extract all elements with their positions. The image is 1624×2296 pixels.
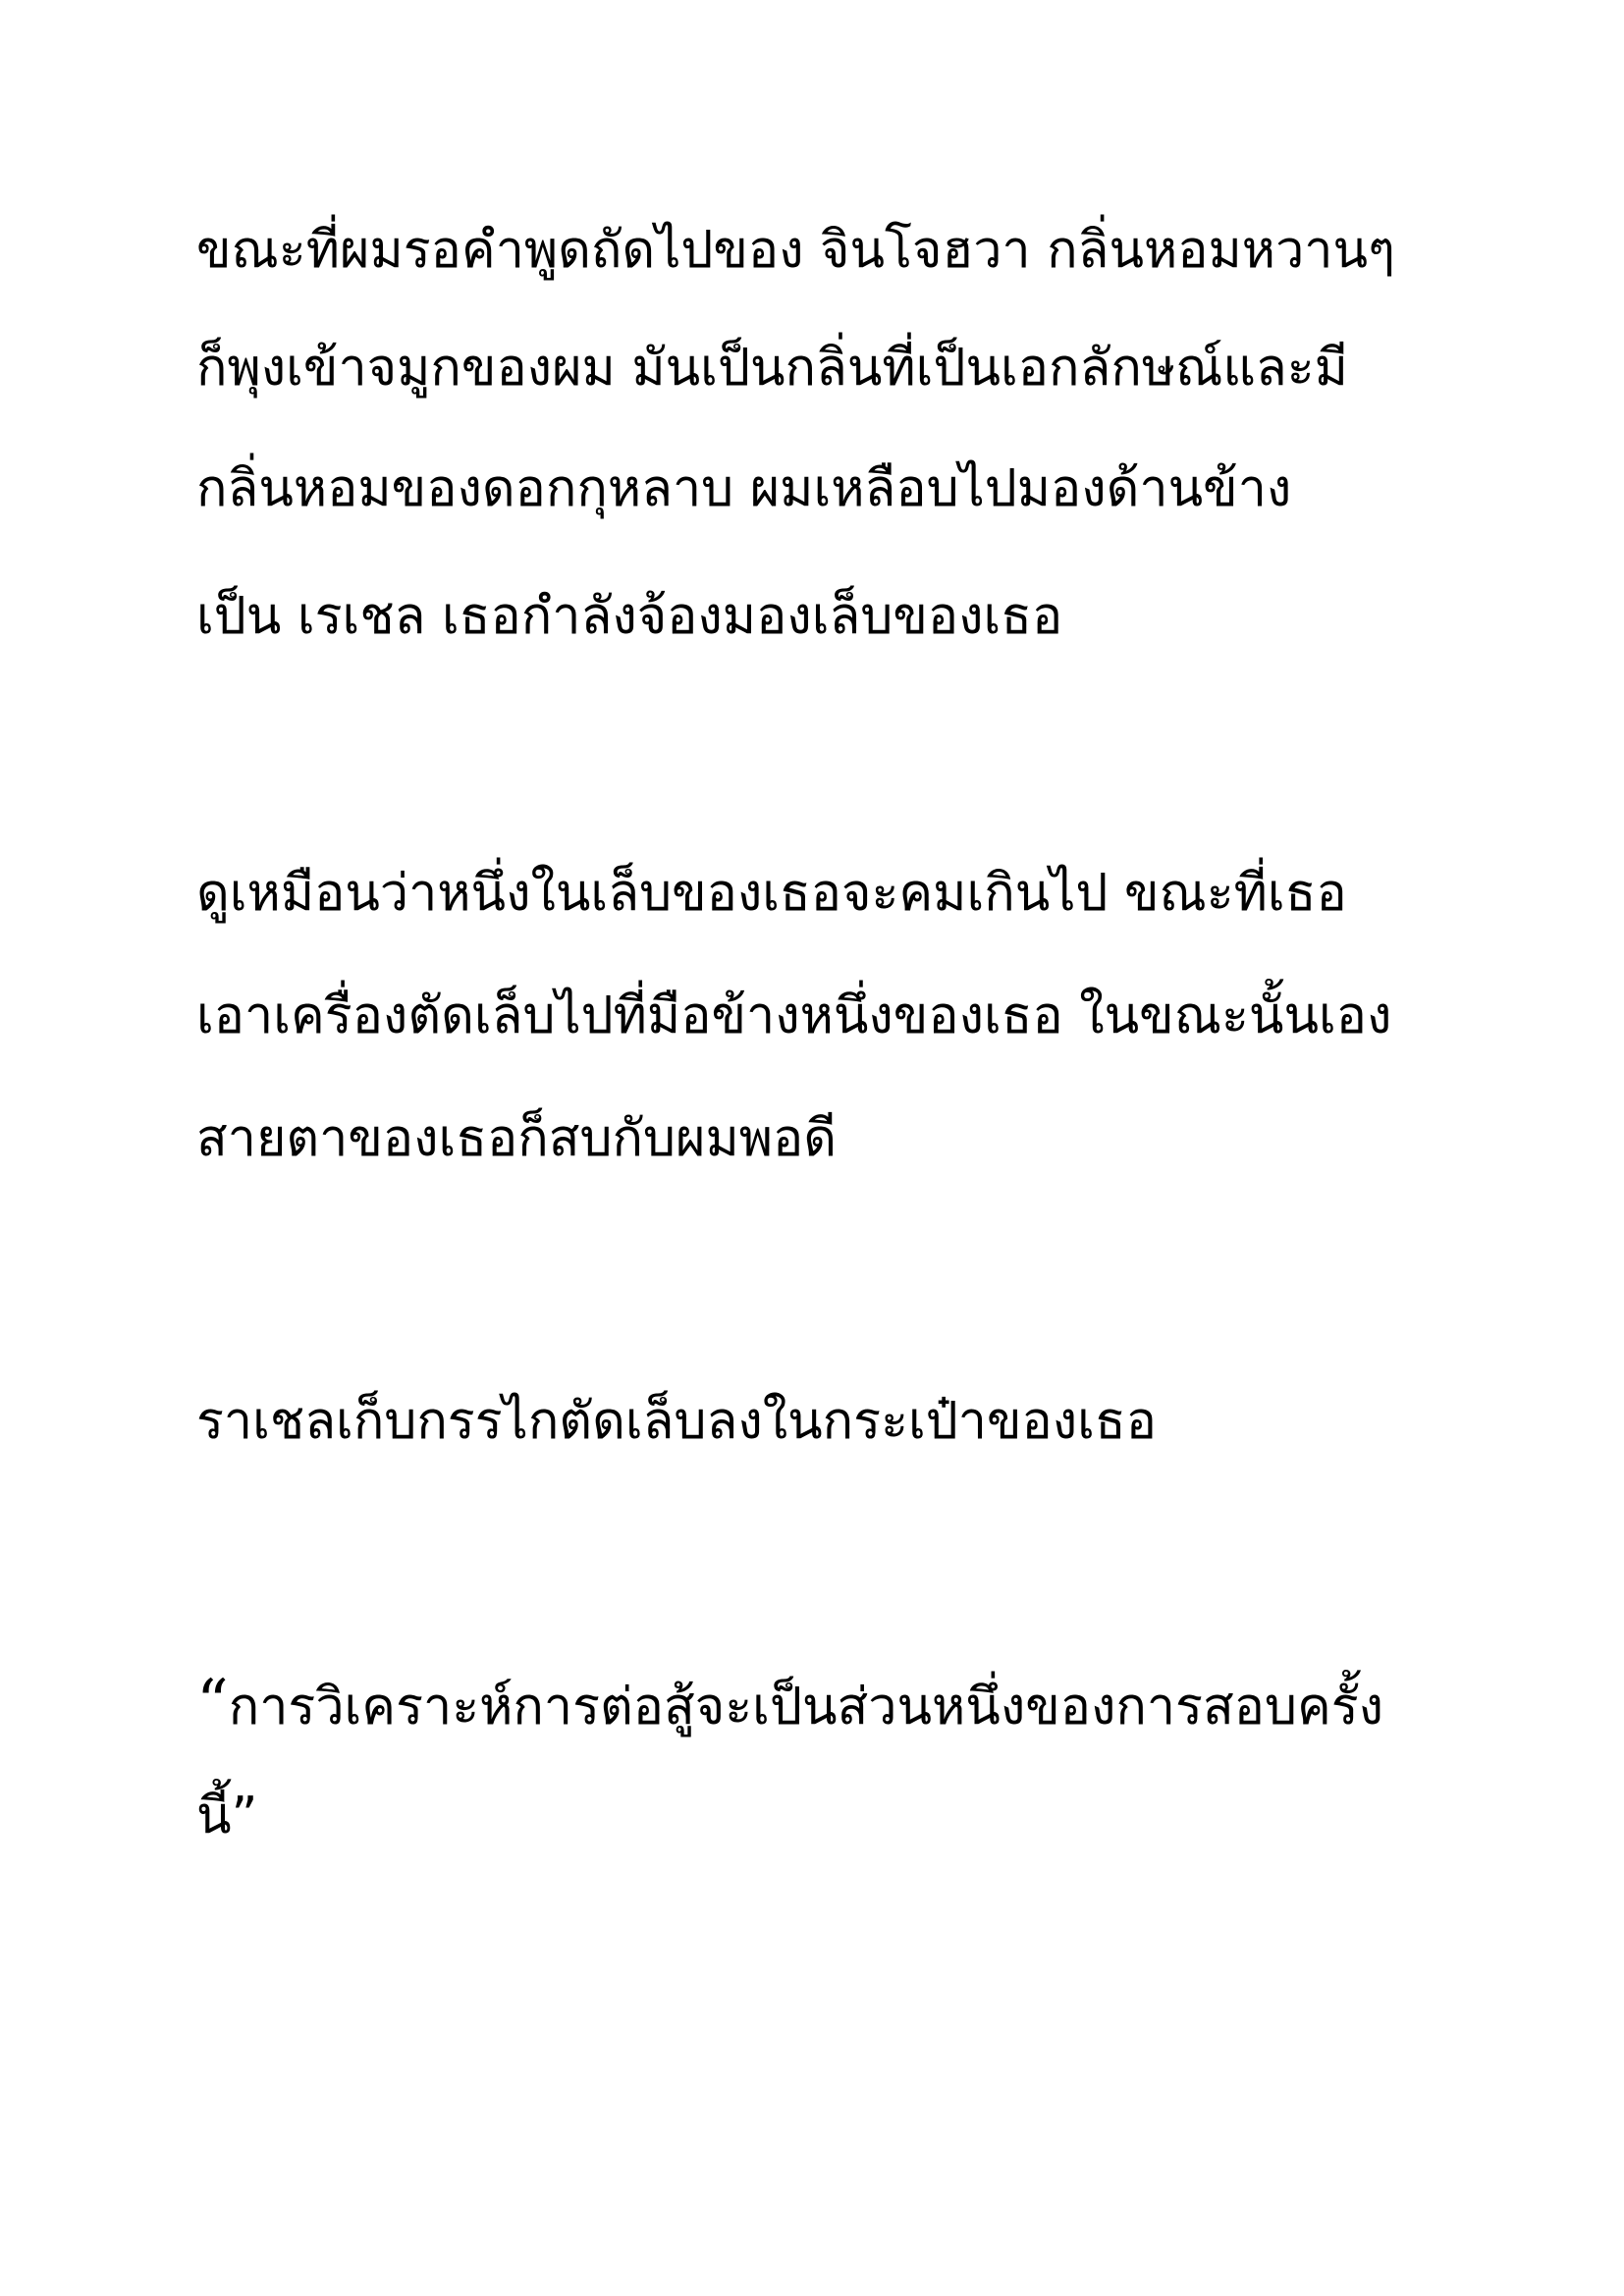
open-quote-mark: “ — [196, 1667, 229, 1739]
paragraph-1-line-1: ขณะที่ผมรอคำพูดถัดไปของ จินโจฮวา กลิ่นหอมหวานๆ — [196, 221, 1395, 280]
paragraph-2-line-2: เอาเครื่องตัดเล็บไปที่มือข้างหนึ่งของเธอ ในขณะนั้นเอง — [196, 987, 1392, 1045]
paragraph-1-line-4: เป็น เรเชล เธอกำลังจ้องมองเล็บของเธอ — [196, 587, 1063, 646]
paragraph-3-line-1: ราเชลเก็บกรรไกตัดเล็บลงในกระเป๋าของเธอ — [196, 1392, 1157, 1451]
paragraph-4-line-2: นี้” — [196, 1787, 258, 1845]
paragraph-1-line-2: ก็พุงเข้าจมูกของผม มันเป็นกลิ่นที่เป็นเอกลักษณ์และมี — [196, 339, 1348, 398]
paragraph-2-line-3: สายตาของเธอก็สบกับผมพอดี — [196, 1109, 838, 1168]
paragraph-2-line-1: ดูเหมือนว่าหนึ่งในเล็บของเธอจะคมเกินไป ขณะที่เธอ — [196, 864, 1347, 923]
paragraph-1-line-3: กลิ่นหอมของดอกกุหลาบ ผมเหลือบไปมองด้านข้าง — [196, 459, 1292, 518]
paragraph-4-line-1-text: การวิเคราะห์การต่อสู้จะเป็นส่วนหนึ่งของการสอบครั้ง — [228, 1678, 1384, 1736]
paragraph-4-line-1 — [196, 1664, 1473, 1746]
